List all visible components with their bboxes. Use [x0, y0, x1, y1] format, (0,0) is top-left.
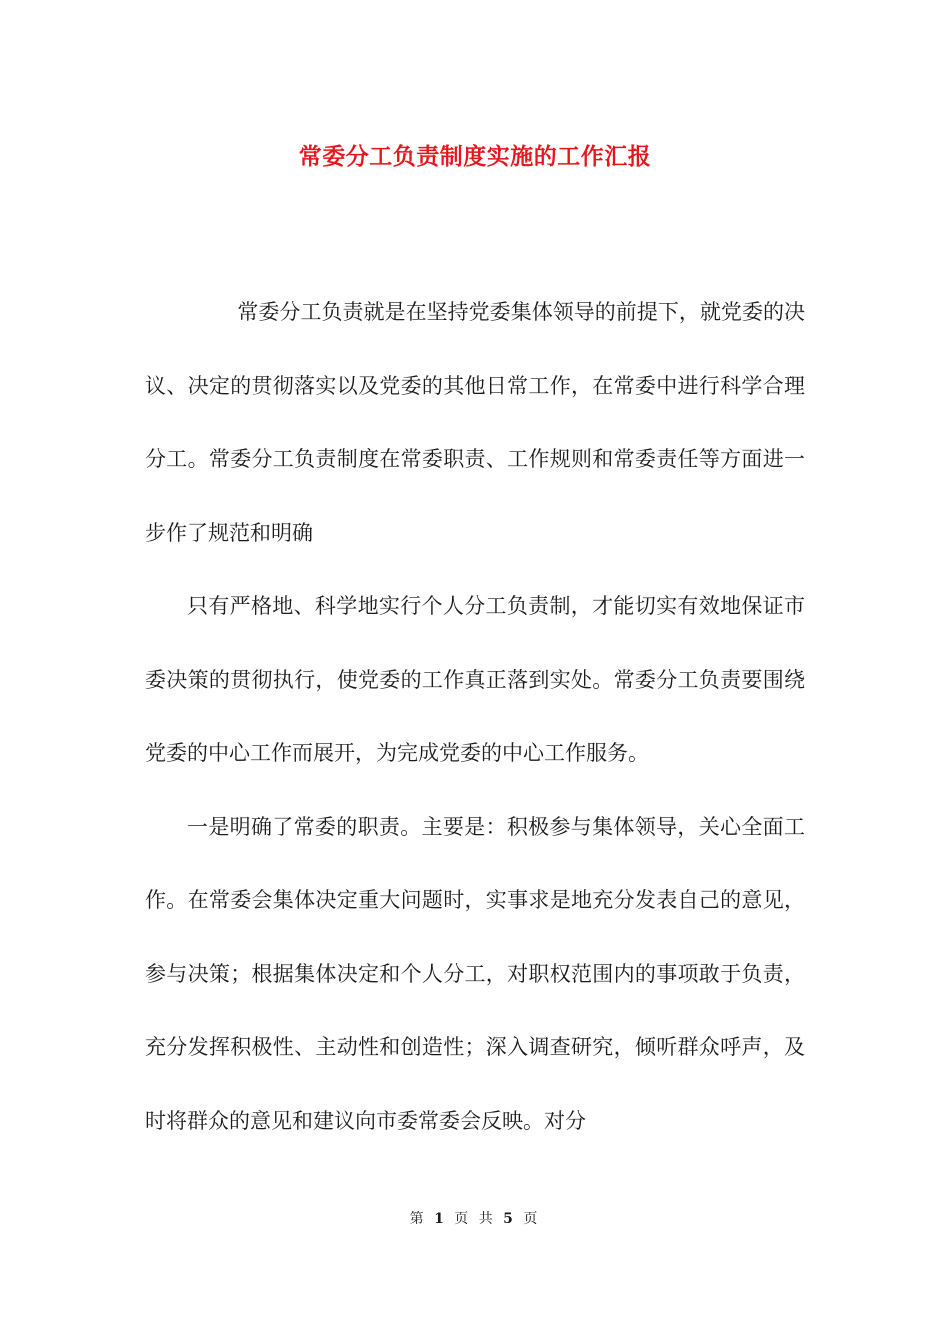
page-current: 1 — [434, 1211, 447, 1227]
page-prefix: 第 — [409, 1211, 427, 1227]
paragraph-3: 一是明确了常委的职责。主要是：积极参与集体领导，关心全面工作。在常委会集体决定重大问题时，实事求是地充分发表自己的意见，参与决策；根据集体决定和个人分工，对职权范围内的事项敢于负责，充分发挥积极性、主动性和创造性；深入调查研究，倾听群众呼声，及时将群众的意见和建议向市委常委会反映。对分 — [145, 814, 805, 1133]
paragraph-2: 只有严格地、科学地实行个人分工负责制，才能切实有效地保证市委决策的贯彻执行，使党委的工作真正落到实处。常委分工负责要围绕党委的中心工作而展开，为完成党委的中心工作服务。 — [145, 594, 805, 765]
paragraph-1: 常委分工负责就是在坚持党委集体领导的前提下，就党委的决议、决定的贯彻落实以及党委的其他日常工作，在常委中进行科学合理分工。常委分工负责制度在常委职责、工作规则和常委责任等方面进一步作了规范和明确 — [145, 300, 805, 545]
page-mid: 页 共 — [454, 1211, 496, 1227]
page-footer — [0, 1208, 950, 1228]
page-suffix: 页 — [523, 1211, 541, 1227]
document-title: 常委分工负责制度实施的工作汇报 — [298, 143, 652, 170]
page-total: 5 — [503, 1211, 516, 1227]
document-body — [145, 276, 805, 1158]
